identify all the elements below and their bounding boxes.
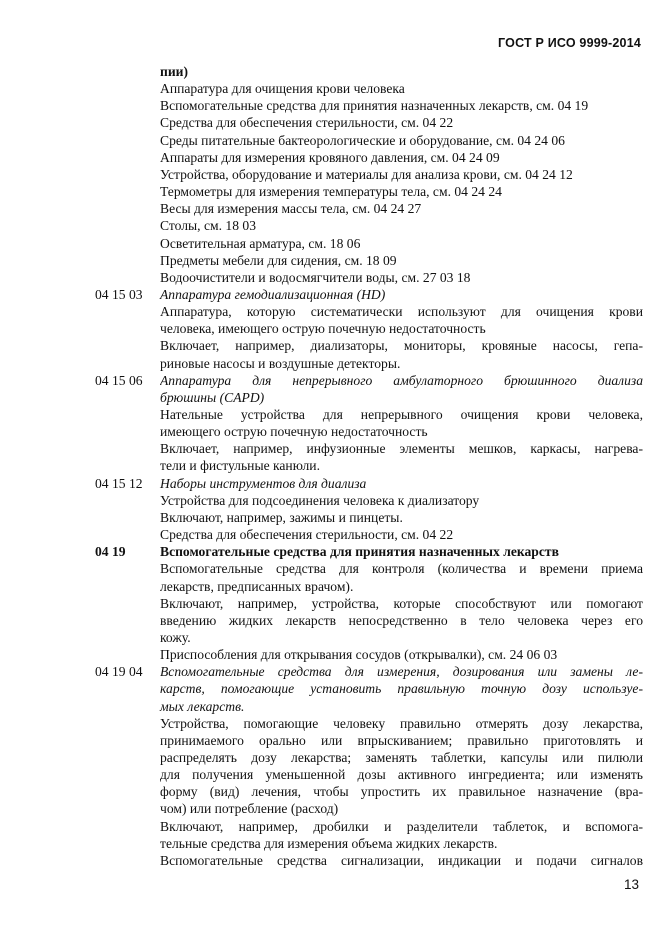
text-line — [0, 97, 661, 115]
line-text: тели и фистульные канюли. — [160, 458, 320, 474]
line-text: Включают, например, устройства, которые способствуют или помогают — [160, 595, 643, 611]
line-text: Устройства для подсоединения человека к диализатору — [160, 492, 480, 508]
line-text: кожу. — [160, 629, 191, 645]
text-line — [0, 269, 661, 287]
line-text: форму (вид) лечения, чтобы упростить их правильное назначение (вра- — [160, 784, 643, 800]
line-text: Аппаратура для очищения крови человека — [160, 81, 405, 97]
section-code: 04 19 04 — [95, 664, 143, 680]
section-title: Аппаратура гемодиализационная (HD) — [160, 286, 386, 302]
line-text: лекарств, предписанных врачом). — [160, 578, 354, 594]
text-line — [0, 114, 661, 132]
text-line — [0, 492, 661, 510]
text-line — [0, 835, 661, 853]
text-line — [0, 818, 661, 836]
line-text: брюшины (CAPD) — [160, 389, 265, 405]
text-line — [0, 457, 661, 475]
line-text: Вспомогательные средства для принятия назначенных лекарств, см. 04 19 — [160, 98, 589, 114]
text-line — [0, 337, 661, 355]
document-header: ГОСТ Р ИСО 9999-2014 — [498, 36, 641, 50]
section-code: 04 19 — [95, 544, 126, 560]
line-text: чом) или потребление (расход) — [160, 801, 339, 817]
line-text: пии) — [160, 64, 189, 79]
text-line — [0, 132, 661, 150]
line-text: Средства для обеспечения стерильности, см. 04 22 — [160, 527, 454, 543]
text-line — [0, 252, 661, 270]
text-line — [0, 663, 661, 681]
line-text: Нательные устройства для непрерывного очищения крови человека, — [160, 407, 643, 422]
line-text: Включают, например, зажимы и пинцеты. — [160, 509, 403, 525]
line-text: Аппаратура, которую систематически используют для очищения крови — [160, 304, 643, 320]
line-text: тельные средства для измерения объема жидких лекарств. — [160, 835, 498, 851]
text-line — [0, 783, 661, 801]
text-line — [0, 286, 661, 304]
line-text: Средства для обеспечения стерильности, см. 04 22 — [160, 115, 454, 131]
text-line — [0, 372, 661, 390]
line-text: распределять дозу лекарства; заменять таблетки, капсулы или пилюли — [160, 750, 643, 765]
section-title: Вспомогательные средства для принятия назначенных лекарств — [160, 544, 559, 560]
line-text: Включают, например, дробилки и разделители таблеток, и вспомога- — [160, 818, 643, 834]
text-line — [0, 149, 661, 167]
line-text: Водоочистители и водосмягчители воды, см. 27 03 18 — [160, 269, 471, 285]
line-text: Вспомогательные средства для контроля (количества и времени приема — [160, 561, 643, 577]
section-title: Вспомогательные средства для измерения, дозирования или замены ле- — [160, 664, 643, 680]
section-title: Аппаратура для непрерывного амбулаторного брюшинного диализа — [160, 372, 643, 388]
line-text: имеющего острую почечную недостаточность — [160, 424, 428, 440]
text-line — [0, 355, 661, 373]
text-line — [0, 629, 661, 647]
section-code: 04 15 03 — [95, 286, 143, 302]
line-text: Предметы мебели для сидения, см. 18 09 — [160, 252, 397, 268]
line-text: Осветительная арматура, см. 18 06 — [160, 235, 361, 251]
text-line — [0, 166, 661, 184]
text-line — [0, 475, 661, 493]
line-text: Весы для измерения массы тела, см. 04 24 27 — [160, 201, 422, 217]
text-line — [0, 63, 661, 81]
line-text: Термометры для измерения температуры тела, см. 04 24 24 — [160, 184, 502, 200]
text-line — [0, 389, 661, 407]
section-code: 04 15 12 — [95, 475, 143, 491]
text-line — [0, 612, 661, 630]
line-text: Включает, например, инфузионные элементы мешков, каркасы, нагрева- — [160, 441, 643, 457]
line-text: мых лекарств. — [160, 698, 245, 714]
text-line — [0, 646, 661, 664]
text-line — [0, 560, 661, 578]
text-line — [0, 800, 661, 818]
text-line — [0, 235, 661, 253]
text-line — [0, 578, 661, 596]
text-line — [0, 766, 661, 784]
page-number: 13 — [623, 877, 639, 892]
line-text: Устройства, оборудование и материалы для анализа крови, см. 04 24 12 — [160, 166, 573, 182]
line-text: Приспособления для открывания сосудов (открывалки), см. 24 06 03 — [160, 647, 558, 663]
text-line — [0, 183, 661, 201]
text-line — [0, 423, 661, 441]
line-text: принимаемого орально или впрыскиванием; правильно приготовлять и — [160, 732, 643, 748]
text-line — [0, 303, 661, 321]
text-line — [0, 217, 661, 235]
text-line — [0, 509, 661, 527]
line-text: риновые насосы и воздушные детекторы. — [160, 355, 401, 371]
section-code: 04 15 06 — [95, 372, 143, 388]
line-text: Устройства, помогающие человеку правильно отмерять дозу лекарства, — [160, 715, 643, 731]
text-line — [0, 80, 661, 98]
line-text: для получения уменьшенной дозы активного ингредиента; или изменять — [160, 767, 643, 783]
text-line — [0, 320, 661, 338]
line-text: человека, имеющего острую почечную недостаточность — [160, 321, 486, 337]
text-line — [0, 749, 661, 767]
line-text: Среды питательные бактеорологические и оборудование, см. 04 24 06 — [160, 132, 565, 148]
line-text: Вспомогательные средства сигнализации, индикации и подачи сигналов — [160, 852, 643, 868]
text-line — [0, 698, 661, 716]
text-line — [0, 852, 661, 870]
text-line — [0, 406, 661, 424]
line-text: Аппараты для измерения кровяного давления, см. 04 24 09 — [160, 149, 500, 165]
text-line — [0, 440, 661, 458]
text-line — [0, 732, 661, 750]
section-title: Наборы инструментов для диализа — [160, 475, 367, 491]
text-line — [0, 680, 661, 698]
text-line — [0, 200, 661, 218]
text-line — [0, 595, 661, 613]
line-text: введению жидких лекарств непосредственно в тело человека через его — [160, 612, 643, 628]
text-line — [0, 526, 661, 544]
text-line — [0, 715, 661, 733]
line-text: карств, помогающие установить правильную точную дозу используе- — [160, 681, 643, 697]
line-text: Столы, см. 18 03 — [160, 218, 256, 234]
line-text: Включает, например, диализаторы, мониторы, кровяные насосы, гепа- — [160, 338, 643, 354]
text-line — [0, 543, 661, 561]
